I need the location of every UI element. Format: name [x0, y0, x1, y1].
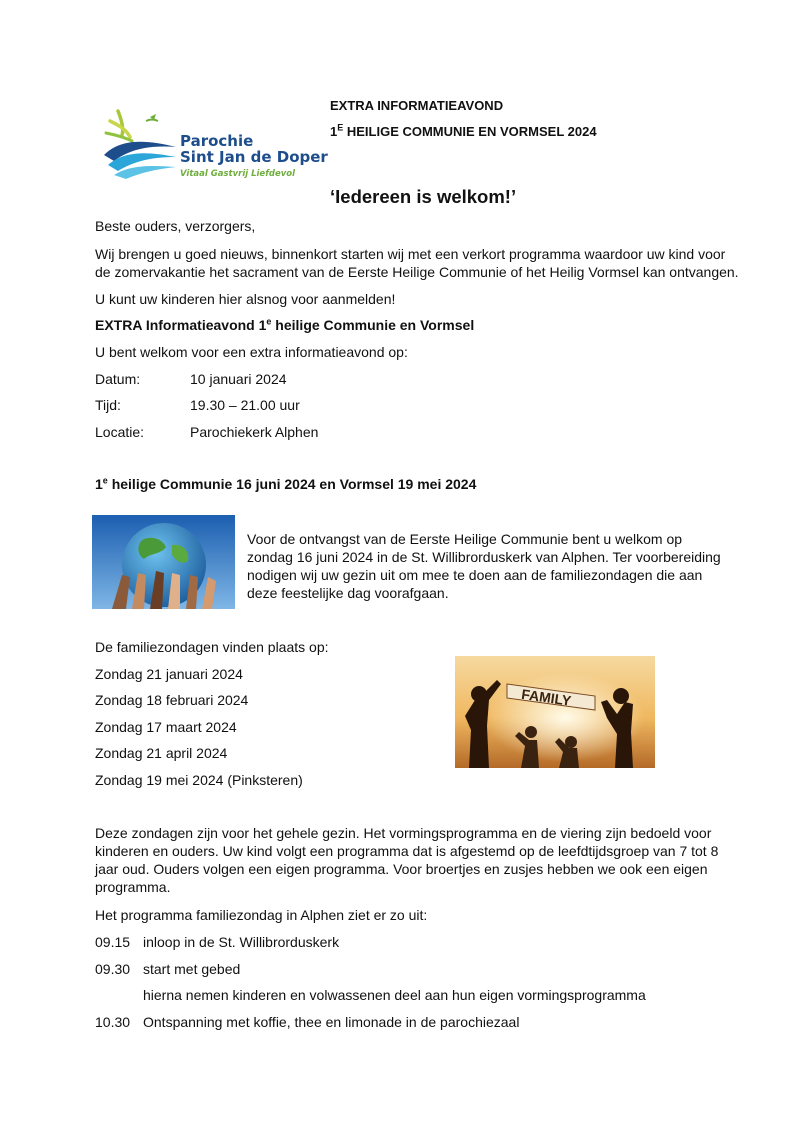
communion-heading-sup: e: [102, 475, 108, 486]
communion-heading: [95, 476, 476, 493]
schedule-text-3: hierna nemen kinderen en volwassenen deel aan hun eigen vormingsprogramma: [143, 987, 646, 1003]
parish-logo: [100, 103, 328, 183]
communion-text-4: deze feestelijke dag voorafgaan.: [247, 585, 449, 601]
communion-text-1: Voor de ontvangst van de Eerste Heilige Communie bent u welkom op: [247, 531, 683, 547]
communion-heading-part2: heilige Communie 16 juni 2024 en Vormsel 19 mei 2024: [107, 476, 477, 492]
communion-text-2: zondag 16 juni 2024 in de St. Willibrorduskerk van Alphen. Ter voorbereiding: [247, 549, 721, 565]
schedule-text-1: inloop in de St. Willibrorduskerk: [143, 934, 340, 950]
location-label: Locatie:: [95, 424, 145, 440]
globe-hands-image: [92, 515, 235, 609]
program-text-2: kinderen en ouders. Uw kind volgt een programma dat is afgestemd op de leefdtijdsgroep van 7 tot 8: [95, 843, 719, 859]
signup-text: U kunt uw kinderen hier alsnog voor aanmelden!: [95, 291, 396, 307]
program-text-4: programma.: [95, 879, 171, 895]
salutation: Beste ouders, verzorgers,: [95, 218, 256, 234]
logo-line2: Sint Jan de Doper: [180, 148, 328, 166]
time-value: 19.30 – 21.00 uur: [190, 397, 300, 413]
info-heading-part1: EXTRA Informatieavond 1: [95, 317, 267, 333]
schedule-text-4: Ontspanning met koffie, thee en limonade in de parochiezaal: [143, 1014, 520, 1030]
intro-line-1: Wij brengen u goed nieuws, binnenkort starten wij met een verkort programma waardoor uw kind voor: [95, 246, 726, 262]
info-heading-part2: heilige Communie en Vormsel: [271, 317, 475, 333]
family-banner-text: FAMILY: [520, 685, 573, 709]
logo-line1: Parochie: [180, 132, 254, 150]
date-label: Datum:: [95, 371, 141, 387]
globe-hands-photo: [92, 515, 235, 609]
info-heading: [95, 317, 474, 334]
family-intro: De familiezondagen vinden plaats op:: [95, 639, 329, 655]
header-line2: [330, 123, 597, 140]
header-line2-num: 1: [330, 124, 338, 139]
schedule-time-2: 09.30: [95, 961, 131, 977]
family-date-2: Zondag 18 februari 2024: [95, 692, 249, 708]
welcome-title: ‘Iedereen is welkom!’: [330, 186, 517, 207]
intro-line-2: de zomervakantie het sacrament van de Eerste Heilige Communie of het Heilig Vormsel kan ontvangen.: [95, 264, 739, 280]
logo-tagline: Vitaal Gastvrij Liefdevol: [180, 169, 296, 179]
info-heading-sup: e: [266, 316, 272, 327]
location-value: Parochiekerk Alphen: [190, 424, 319, 440]
header-line1: EXTRA INFORMATIEAVOND: [330, 98, 504, 113]
header-line2-sup: E: [337, 122, 344, 133]
communion-text-3: nodigen wij uw gezin uit om mee te doen aan de familiezondagen die aan: [247, 567, 703, 583]
date-value: 10 januari 2024: [190, 371, 287, 387]
family-date-5: Zondag 19 mei 2024 (Pinksteren): [95, 772, 303, 788]
schedule-time-4: 10.30: [95, 1014, 131, 1030]
logo-name: [180, 133, 328, 165]
family-silhouette-image: [455, 656, 655, 768]
schedule-time-1: 09.15: [95, 934, 131, 950]
dove-wave-icon: [100, 103, 180, 183]
time-label: Tijd:: [95, 397, 121, 413]
schedule-text-2: start met gebed: [143, 961, 241, 977]
info-invite: U bent welkom voor een extra informatieavond op:: [95, 344, 408, 360]
header-line2-rest: HEILIGE COMMUNIE EN VORMSEL 2024: [343, 124, 597, 139]
program-text-3: jaar oud. Ouders volgen een eigen programma. Voor broertjes en zusjes hebben we ook een eigen: [95, 861, 708, 877]
communion-heading-part1: 1: [95, 476, 103, 492]
schedule-intro: Het programma familiezondag in Alphen ziet er zo uit:: [95, 907, 428, 923]
family-photo: [455, 656, 655, 768]
family-date-1: Zondag 21 januari 2024: [95, 666, 243, 682]
program-text-1: Deze zondagen zijn voor het gehele gezin. Het vormingsprogramma en de viering zijn bedoeld voor: [95, 825, 712, 841]
family-date-3: Zondag 17 maart 2024: [95, 719, 237, 735]
family-date-4: Zondag 21 april 2024: [95, 745, 228, 761]
